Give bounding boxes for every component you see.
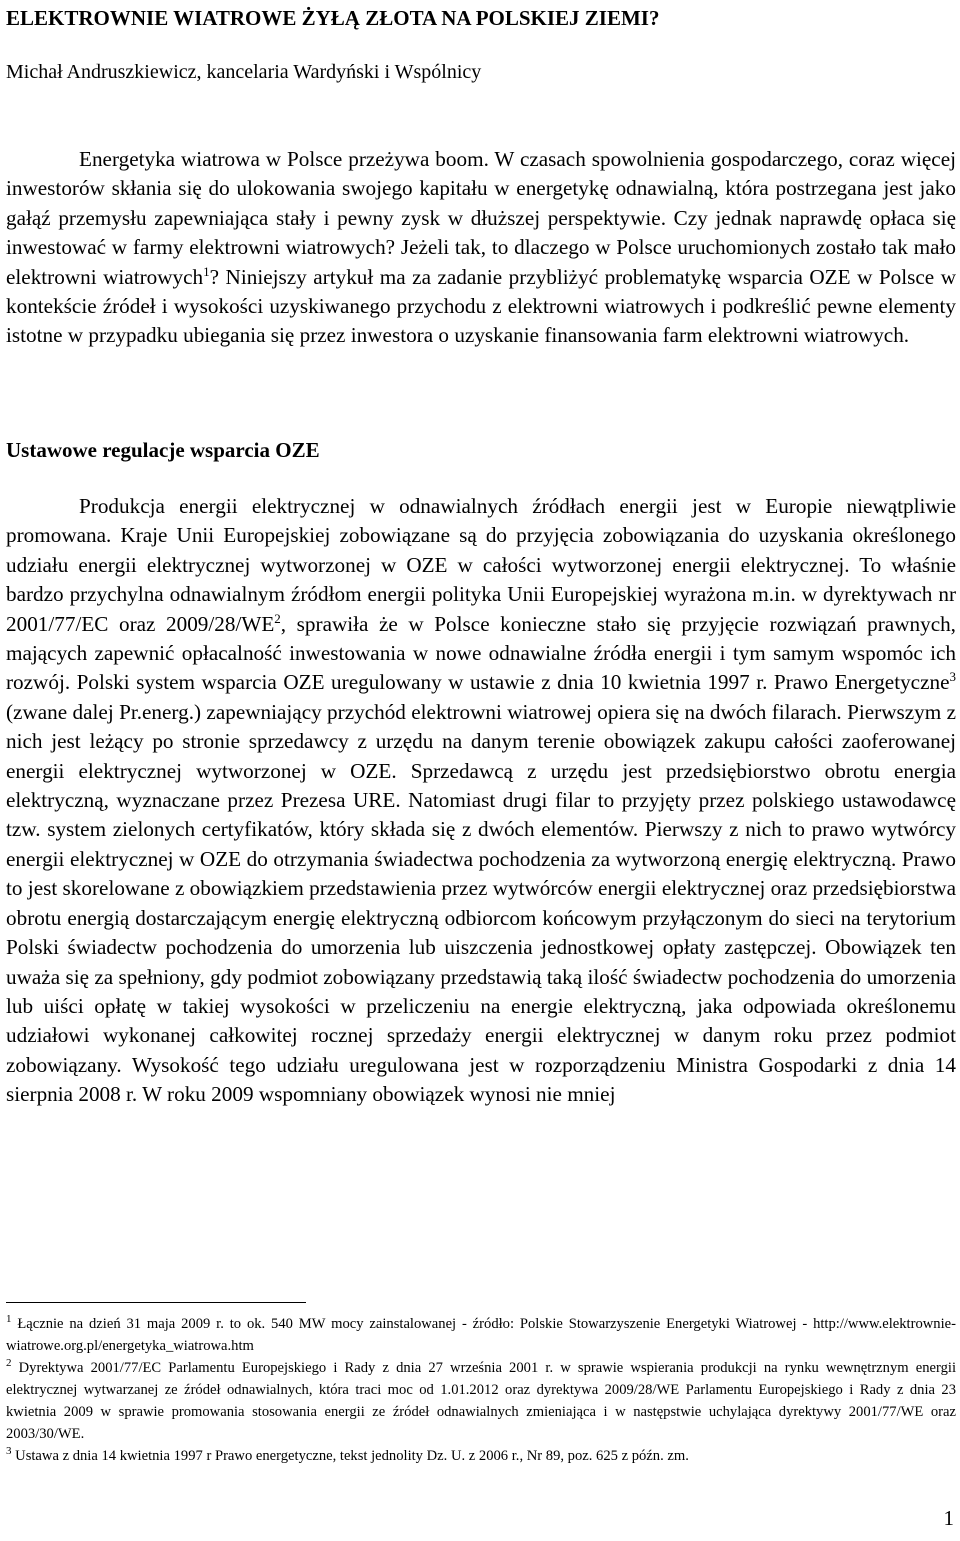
intro-text-2: ? Niniejszy artykuł ma za zadanie przybliżyć problematykę wsparcia OZE w Polsce w kontekście źródeł i wysokości uzyskiwanego przychodu z elektrowni wiatrowych i podkreślić pewne elementy istotne w przypadku ubiegania się przez inwestora o uzyskanie finansowania farm elektrowni wiatrowych. xyxy=(6,264,956,348)
footnotes xyxy=(6,1313,956,1467)
section-heading: Ustawowe regulacje wsparcia OZE xyxy=(6,438,320,462)
footnote-number: 3 xyxy=(6,1445,12,1458)
intro-text-1: Energetyka wiatrowa w Polsce przeżywa boom. W czasach spowolnienia gospodarczego, coraz więcej inwestorów skłania się do ulokowania swojego kapitału w energetykę odnawialną, która postrzegana jest jako gałąź przemysłu zapewniająca stały i pewny zysk w dłuższej perspektywie. Czy jednak naprawdę opłaca się inwestować w farmy elektrowni wiatrowych? Jeżeli tak, to dlaczego w Polsce uruchomionych zostało tak mało elektrowni wiatrowych xyxy=(6,147,956,289)
footnote-separator xyxy=(6,1302,306,1303)
section-paragraph xyxy=(6,492,956,1110)
intro-paragraph xyxy=(6,145,956,351)
section-text-1: Produkcja energii elektrycznej w odnawialnych źródłach energii jest w Europie niewątpliwie promowana. Kraje Unii Europejskiej zobowiązane są do przyjęcia zobowiązania do uzyskania określonego udziału energii elektrycznej wytworzonej w OZE w całości wytworzonej energii elektrycznej. To właśnie bardzo przychylna odnawialnym źródłom energii polityka Unii Europejskiej wyrażona m.in. w dyrektywach nr 2001/77/EC oraz 2009/28/WE xyxy=(6,494,956,636)
section-text-3: (zwane dalej Pr.energ.) zapewniający przychód elektrowni wiatrowej opiera się na dwóch filarach. Pierwszym z nich jest leżący po stronie sprzedawcy z urzędu na danym terenie obowiązek zakupu całości zaoferowanej energii elektrycznej wytworzonej w OZE. Sprzedawcą z urzędu jest przedsiębiorstwo obrotu energia elektryczną, wyznaczane przez Prezesa URE. Natomiast drugi filar to przyjęty przez polskiego ustawodawcę tzw. system zielonych certyfikatów, który składa się z dwóch elementów. Pierwszy z nich to prawo wytwórcy energii elektrycznej w OZE do otrzymania świadectwa pochodzenia za wytworzoną energię elektryczną. Prawo to jest skorelowane z obowiązkiem przedstawienia przez wytwórców energii elektrycznej oraz przedsiębiorstwa obrotu energią dostarczającym energię elektryczną odbiorcom końcowym przyłączonym do sieci na terytorium Polski świadectw pochodzenia do umorzenia lub uiszczenia jednostkowej opłaty zastępczej. Obowiązek ten uważa się za spełniony, gdy podmiot zobowiązany przedstawią taką ilość świadectw pochodzenia do umorzenia lub uiści opłatę w takiej wysokości w przeliczeniu na energie elektryczną, jaka odpowiada określonemu udziałowi wykonanej całkowitej rocznej sprzedaży energii elektrycznej w danym roku przez podmiot zobowiązany. Wysokość tego udziału uregulowana jest w rozporządzeniu Ministra Gospodarki z dnia 14 sierpnia 2008 r. W roku 2009 wspomniany obowiązek wynosi nie mniej xyxy=(6,699,956,1107)
footnote-3 xyxy=(6,1445,956,1467)
footnote-2 xyxy=(6,1357,956,1445)
footnote-number: 2 xyxy=(6,1357,12,1370)
page-number: 1 xyxy=(943,1506,954,1530)
section-text-2: , sprawiła że w Polsce konieczne stało się przyjęcie rozwiązań prawnych, mających zapewnić opłacalność inwestowania w nowe odnawialne źródła energii i tym samym wspomóc ich rozwój. Polski system wsparcia OZE uregulowany w ustawie z dnia 10 kwietnia 1997 r. Prawo Energetyczne xyxy=(6,611,956,695)
footnote-text: Ustawa z dnia 14 kwietnia 1997 r Prawo energetyczne, tekst jednolity Dz. U. z 2006 r., Nr 89, poz. 625 z późn. zm. xyxy=(11,1448,689,1464)
footnote-1 xyxy=(6,1313,956,1357)
author-line: Michał Andruszkiewicz, kancelaria Wardyński i Wspólnicy xyxy=(6,61,482,83)
document-title: ELEKTROWNIE WIATROWE ŻYŁĄ ZŁOTA NA POLSKIEJ ZIEMI? xyxy=(6,6,660,30)
footnote-ref-3[interactable]: 3 xyxy=(949,669,956,685)
footnote-number: 1 xyxy=(6,1313,12,1326)
footnote-text: Łącznie na dzień 31 maja 2009 r. to ok. 540 MW mocy zainstalowanej - źródło: Polskie Stowarzyszenie Energetyki Wiatrowej - http://www.elektrownie-wiatrowe.org.pl/energetyka_wiatrowa.htm xyxy=(6,1316,956,1354)
footnote-ref-2[interactable]: 2 xyxy=(274,610,281,626)
footnote-text: Dyrektywa 2001/77/EC Parlamentu Europejskiego i Rady z dnia 27 września 2001 r. w sprawie wspierania produkcji na rynku wewnętrznym energii elektrycznej wytwarzanej ze źródeł odnawialnych, która traci moc od 1.01.2012 oraz dyrektywa 2009/28/WE Parlamentu Europejskiego i Rady z dnia 23 kwietnia 2009 w sprawie promowania stosowania energii ze źródeł odnawialnych zmieniająca i w następstwie uchylająca dyrektywy 2001/77/WE oraz 2003/30/WE. xyxy=(6,1360,956,1442)
footnote-ref-1[interactable]: 1 xyxy=(203,263,210,279)
